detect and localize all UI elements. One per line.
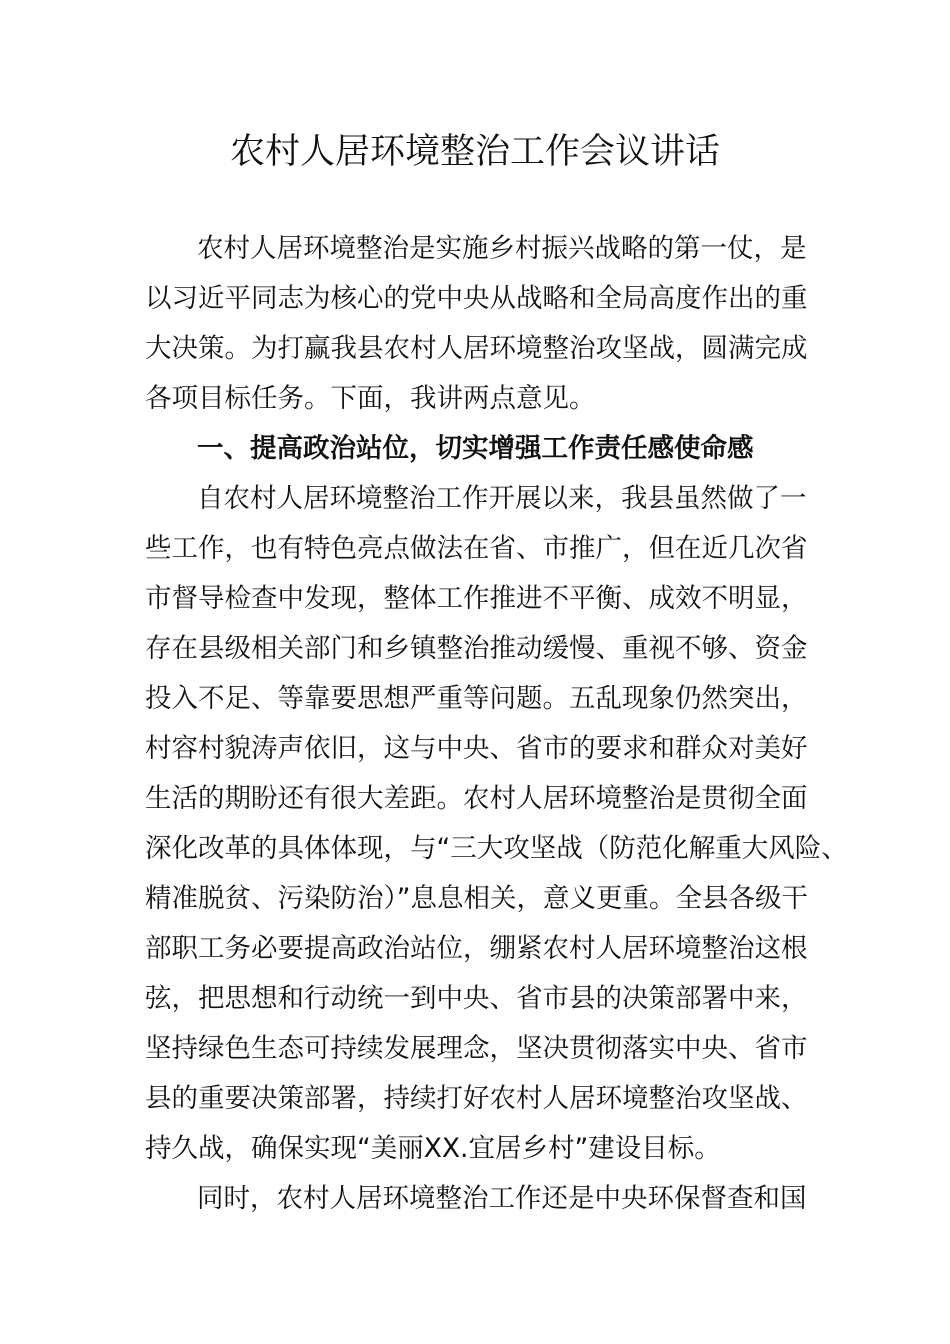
section-heading: 一、提高政治站位，切实增强工作责任感使命感 [197,433,754,464]
paragraph-line: 精准脱贫、污染防治）”息息相关，意义更重。全县各级干 [145,883,808,914]
paragraph-line: 深化改革的具体体现，与“三大攻坚战（防范化解重大风险、 [145,833,848,864]
paragraph-line: 弦，把思想和行动统一到中央、省市县的决策部署中来， [145,983,808,1014]
paragraph-line: 县的重要决策部署，持续打好农村人居环境整治攻坚战、 [145,1083,808,1114]
document-body [145,224,848,1224]
paragraph-line: 坚持绿色生态可持续发展理念，坚决贯彻落实中央、省市 [145,1033,808,1064]
paragraph-line: 各项目标任务。下面，我讲两点意见。 [145,383,596,414]
document-title: 农村人居环境整治工作会议讲话 [229,132,720,172]
paragraph-line: 部职工务必要提高政治站位，绷紧农村人居环境整治这根 [145,933,808,964]
paragraph-line: 大决策。为打赢我县农村人居环境整治攻坚战，圆满完成 [145,333,808,364]
paragraph-line: 以习近平同志为核心的党中央从战略和全局高度作出的重 [145,283,808,314]
paragraph-line: 村容村貌涛声依旧，这与中央、省市的要求和群众对美好 [145,733,808,764]
paragraph-line: 同时，农村人居环境整治工作还是中央环保督查和国 [197,1183,807,1214]
paragraph-line: 农村人居环境整治是实施乡村振兴战略的第一仗，是 [197,233,807,264]
paragraph-line: 自农村人居环境整治工作开展以来，我县虽然做了一 [197,483,807,514]
paragraph-line: 持久战，确保实现“美丽XX.宜居乡村”建设目标。 [145,1133,721,1164]
paragraph-line: 些工作，也有特色亮点做法在省、市推广，但在近几次省 [145,533,808,564]
paragraph-line: 市督导检查中发现，整体工作推进不平衡、成效不明显， [145,583,808,614]
paragraph-line: 存在县级相关部门和乡镇整治推动缓慢、重视不够、资金 [145,633,808,664]
paragraph-line: 投入不足、等靠要思想严重等问题。五乱现象仍然突出， [145,683,808,714]
paragraph-line: 生活的期盼还有很大差距。农村人居环境整治是贯彻全面 [145,783,808,814]
